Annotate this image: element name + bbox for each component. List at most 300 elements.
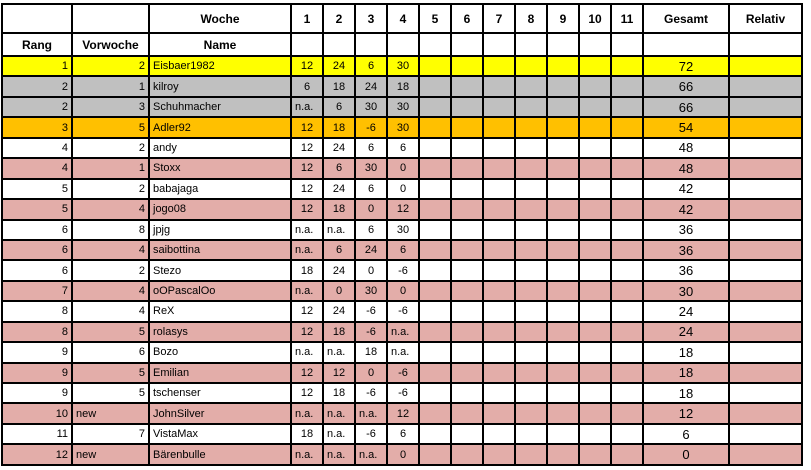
week-2-cell[interactable]: 6	[323, 158, 355, 178]
week-3-cell[interactable]: 0	[355, 199, 387, 219]
week-6-cell[interactable]	[451, 76, 483, 96]
week-2-cell[interactable]: 6	[323, 97, 355, 117]
week-8-cell[interactable]	[515, 424, 547, 444]
week-1-cell[interactable]: 12	[291, 56, 323, 76]
rank-cell[interactable]: 5	[2, 179, 72, 199]
week-11-cell[interactable]	[611, 220, 643, 240]
total-cell[interactable]: 72	[643, 56, 729, 76]
week-4-cell[interactable]: 6	[387, 138, 419, 158]
week-7-cell[interactable]	[483, 240, 515, 260]
previous-week-cell[interactable]: 4	[72, 281, 149, 301]
week-1-cell[interactable]: 12	[291, 117, 323, 137]
week-10-cell[interactable]	[579, 383, 611, 403]
week-1-cell[interactable]: 12	[291, 138, 323, 158]
week-1-cell[interactable]: 12	[291, 383, 323, 403]
week-6-cell[interactable]	[451, 301, 483, 321]
week-11-cell[interactable]	[611, 56, 643, 76]
week-4-cell[interactable]: 12	[387, 199, 419, 219]
relative-cell[interactable]	[729, 403, 802, 423]
week-9-cell[interactable]	[547, 117, 579, 137]
rank-cell[interactable]: 2	[2, 97, 72, 117]
week-10-cell[interactable]	[579, 301, 611, 321]
total-cell[interactable]: 54	[643, 117, 729, 137]
week-4-cell[interactable]: 0	[387, 281, 419, 301]
week-10-cell[interactable]	[579, 97, 611, 117]
name-cell[interactable]: andy	[149, 138, 291, 158]
header-sub-blank[interactable]	[515, 33, 547, 56]
week-3-cell[interactable]: 6	[355, 179, 387, 199]
week-1-cell[interactable]: n.a.	[291, 97, 323, 117]
week-2-cell[interactable]: 24	[323, 260, 355, 280]
relative-cell[interactable]	[729, 383, 802, 403]
week-11-cell[interactable]	[611, 260, 643, 280]
total-cell[interactable]: 18	[643, 342, 729, 362]
week-10-cell[interactable]	[579, 342, 611, 362]
week-5-cell[interactable]	[419, 76, 451, 96]
week-6-cell[interactable]	[451, 138, 483, 158]
week-11-cell[interactable]	[611, 76, 643, 96]
week-2-cell[interactable]: 18	[323, 322, 355, 342]
header-rang[interactable]: Rang	[2, 33, 72, 56]
total-cell[interactable]: 18	[643, 383, 729, 403]
week-9-cell[interactable]	[547, 260, 579, 280]
total-cell[interactable]: 6	[643, 424, 729, 444]
relative-cell[interactable]	[729, 220, 802, 240]
week-8-cell[interactable]	[515, 240, 547, 260]
total-cell[interactable]: 18	[643, 363, 729, 383]
week-2-cell[interactable]: 0	[323, 281, 355, 301]
week-1-cell[interactable]: 6	[291, 76, 323, 96]
week-5-cell[interactable]	[419, 179, 451, 199]
week-9-cell[interactable]	[547, 444, 579, 465]
week-6-cell[interactable]	[451, 179, 483, 199]
week-4-cell[interactable]: 0	[387, 179, 419, 199]
week-10-cell[interactable]	[579, 363, 611, 383]
week-7-cell[interactable]	[483, 403, 515, 423]
relative-cell[interactable]	[729, 179, 802, 199]
week-3-cell[interactable]: 6	[355, 138, 387, 158]
rank-cell[interactable]: 8	[2, 322, 72, 342]
week-1-cell[interactable]: 12	[291, 199, 323, 219]
week-1-cell[interactable]: n.a.	[291, 342, 323, 362]
name-cell[interactable]: VistaMax	[149, 424, 291, 444]
rank-cell[interactable]: 12	[2, 444, 72, 465]
rank-cell[interactable]: 3	[2, 117, 72, 137]
week-11-cell[interactable]	[611, 138, 643, 158]
week-5-cell[interactable]	[419, 444, 451, 465]
week-6-cell[interactable]	[451, 322, 483, 342]
week-7-cell[interactable]	[483, 322, 515, 342]
week-9-cell[interactable]	[547, 363, 579, 383]
week-7-cell[interactable]	[483, 117, 515, 137]
week-10-cell[interactable]	[579, 117, 611, 137]
rank-cell[interactable]: 6	[2, 260, 72, 280]
rank-cell[interactable]: 5	[2, 199, 72, 219]
previous-week-cell[interactable]: 5	[72, 117, 149, 137]
week-3-cell[interactable]: 0	[355, 260, 387, 280]
week-2-cell[interactable]: 18	[323, 199, 355, 219]
relative-cell[interactable]	[729, 342, 802, 362]
week-5-cell[interactable]	[419, 322, 451, 342]
total-cell[interactable]: 66	[643, 97, 729, 117]
header-name[interactable]: Name	[149, 33, 291, 56]
relative-cell[interactable]	[729, 424, 802, 444]
week-4-cell[interactable]: n.a.	[387, 322, 419, 342]
total-cell[interactable]: 66	[643, 76, 729, 96]
week-3-cell[interactable]: 30	[355, 97, 387, 117]
week-5-cell[interactable]	[419, 240, 451, 260]
week-6-cell[interactable]	[451, 363, 483, 383]
week-1-cell[interactable]: 12	[291, 158, 323, 178]
week-6-cell[interactable]	[451, 260, 483, 280]
relative-cell[interactable]	[729, 281, 802, 301]
week-8-cell[interactable]	[515, 220, 547, 240]
week-5-cell[interactable]	[419, 342, 451, 362]
previous-week-cell[interactable]: 1	[72, 76, 149, 96]
week-10-cell[interactable]	[579, 444, 611, 465]
total-cell[interactable]: 36	[643, 240, 729, 260]
week-5-cell[interactable]	[419, 281, 451, 301]
week-8-cell[interactable]	[515, 363, 547, 383]
rank-cell[interactable]: 4	[2, 158, 72, 178]
week-4-cell[interactable]: -6	[387, 363, 419, 383]
previous-week-cell[interactable]: 2	[72, 138, 149, 158]
week-8-cell[interactable]	[515, 158, 547, 178]
week-9-cell[interactable]	[547, 76, 579, 96]
week-4-cell[interactable]: 30	[387, 220, 419, 240]
week-2-cell[interactable]: 24	[323, 301, 355, 321]
week-7-cell[interactable]	[483, 179, 515, 199]
week-3-cell[interactable]: 6	[355, 56, 387, 76]
header-gesamt[interactable]: Gesamt	[643, 4, 729, 33]
week-9-cell[interactable]	[547, 199, 579, 219]
week-7-cell[interactable]	[483, 199, 515, 219]
week-7-cell[interactable]	[483, 220, 515, 240]
previous-week-cell[interactable]: 2	[72, 179, 149, 199]
name-cell[interactable]: ReX	[149, 301, 291, 321]
week-1-cell[interactable]: 12	[291, 363, 323, 383]
week-9-cell[interactable]	[547, 240, 579, 260]
week-10-cell[interactable]	[579, 240, 611, 260]
week-7-cell[interactable]	[483, 363, 515, 383]
week-8-cell[interactable]	[515, 403, 547, 423]
header-sub-blank[interactable]	[387, 33, 419, 56]
week-3-cell[interactable]: -6	[355, 117, 387, 137]
header-sub-blank[interactable]	[729, 33, 802, 56]
rank-cell[interactable]: 10	[2, 403, 72, 423]
week-4-cell[interactable]: 6	[387, 240, 419, 260]
week-11-cell[interactable]	[611, 199, 643, 219]
week-2-cell[interactable]: n.a.	[323, 220, 355, 240]
header-week-6[interactable]: 6	[451, 4, 483, 33]
header-week-10[interactable]: 10	[579, 4, 611, 33]
header-sub-blank[interactable]	[547, 33, 579, 56]
total-cell[interactable]: 12	[643, 403, 729, 423]
week-5-cell[interactable]	[419, 403, 451, 423]
week-11-cell[interactable]	[611, 179, 643, 199]
week-7-cell[interactable]	[483, 342, 515, 362]
week-11-cell[interactable]	[611, 117, 643, 137]
week-3-cell[interactable]: -6	[355, 383, 387, 403]
rank-cell[interactable]: 9	[2, 342, 72, 362]
week-5-cell[interactable]	[419, 220, 451, 240]
week-4-cell[interactable]: 6	[387, 424, 419, 444]
name-cell[interactable]: Schuhmacher	[149, 97, 291, 117]
week-8-cell[interactable]	[515, 117, 547, 137]
week-1-cell[interactable]: n.a.	[291, 281, 323, 301]
header-week-4[interactable]: 4	[387, 4, 419, 33]
previous-week-cell[interactable]: 1	[72, 158, 149, 178]
previous-week-cell[interactable]: new	[72, 403, 149, 423]
week-1-cell[interactable]: n.a.	[291, 220, 323, 240]
week-7-cell[interactable]	[483, 158, 515, 178]
name-cell[interactable]: kilroy	[149, 76, 291, 96]
header-vorwoche[interactable]: Vorwoche	[72, 33, 149, 56]
week-9-cell[interactable]	[547, 301, 579, 321]
week-3-cell[interactable]: 18	[355, 342, 387, 362]
rank-cell[interactable]: 6	[2, 240, 72, 260]
week-5-cell[interactable]	[419, 158, 451, 178]
week-3-cell[interactable]: 24	[355, 240, 387, 260]
week-5-cell[interactable]	[419, 424, 451, 444]
week-10-cell[interactable]	[579, 179, 611, 199]
week-6-cell[interactable]	[451, 424, 483, 444]
week-10-cell[interactable]	[579, 281, 611, 301]
total-cell[interactable]: 0	[643, 444, 729, 465]
week-5-cell[interactable]	[419, 138, 451, 158]
header-sub-blank[interactable]	[419, 33, 451, 56]
header-blank-rang[interactable]	[2, 4, 72, 33]
name-cell[interactable]: Eisbaer1982	[149, 56, 291, 76]
header-week-7[interactable]: 7	[483, 4, 515, 33]
header-week-9[interactable]: 9	[547, 4, 579, 33]
relative-cell[interactable]	[729, 363, 802, 383]
name-cell[interactable]: rolasys	[149, 322, 291, 342]
week-4-cell[interactable]: 30	[387, 97, 419, 117]
total-cell[interactable]: 36	[643, 220, 729, 240]
week-4-cell[interactable]: 0	[387, 444, 419, 465]
rank-cell[interactable]: 7	[2, 281, 72, 301]
week-7-cell[interactable]	[483, 260, 515, 280]
week-9-cell[interactable]	[547, 383, 579, 403]
rank-cell[interactable]: 1	[2, 56, 72, 76]
relative-cell[interactable]	[729, 199, 802, 219]
week-9-cell[interactable]	[547, 179, 579, 199]
relative-cell[interactable]	[729, 56, 802, 76]
week-8-cell[interactable]	[515, 260, 547, 280]
week-6-cell[interactable]	[451, 240, 483, 260]
week-6-cell[interactable]	[451, 199, 483, 219]
week-9-cell[interactable]	[547, 138, 579, 158]
week-10-cell[interactable]	[579, 220, 611, 240]
previous-week-cell[interactable]: 4	[72, 240, 149, 260]
week-11-cell[interactable]	[611, 97, 643, 117]
previous-week-cell[interactable]: 4	[72, 301, 149, 321]
week-10-cell[interactable]	[579, 158, 611, 178]
week-10-cell[interactable]	[579, 138, 611, 158]
week-4-cell[interactable]: 30	[387, 117, 419, 137]
week-5-cell[interactable]	[419, 383, 451, 403]
relative-cell[interactable]	[729, 260, 802, 280]
total-cell[interactable]: 42	[643, 179, 729, 199]
week-5-cell[interactable]	[419, 117, 451, 137]
header-woche[interactable]: Woche	[149, 4, 291, 33]
header-week-1[interactable]: 1	[291, 4, 323, 33]
week-9-cell[interactable]	[547, 342, 579, 362]
week-9-cell[interactable]	[547, 220, 579, 240]
header-week-8[interactable]: 8	[515, 4, 547, 33]
week-2-cell[interactable]: 18	[323, 117, 355, 137]
week-10-cell[interactable]	[579, 260, 611, 280]
week-2-cell[interactable]: n.a.	[323, 403, 355, 423]
relative-cell[interactable]	[729, 301, 802, 321]
rank-cell[interactable]: 11	[2, 424, 72, 444]
relative-cell[interactable]	[729, 158, 802, 178]
relative-cell[interactable]	[729, 444, 802, 465]
week-5-cell[interactable]	[419, 199, 451, 219]
week-6-cell[interactable]	[451, 220, 483, 240]
previous-week-cell[interactable]: new	[72, 444, 149, 465]
relative-cell[interactable]	[729, 240, 802, 260]
week-9-cell[interactable]	[547, 56, 579, 76]
name-cell[interactable]: JohnSilver	[149, 403, 291, 423]
week-7-cell[interactable]	[483, 76, 515, 96]
week-3-cell[interactable]: -6	[355, 424, 387, 444]
week-10-cell[interactable]	[579, 403, 611, 423]
total-cell[interactable]: 48	[643, 158, 729, 178]
week-6-cell[interactable]	[451, 158, 483, 178]
rank-cell[interactable]: 9	[2, 383, 72, 403]
relative-cell[interactable]	[729, 138, 802, 158]
week-3-cell[interactable]: 24	[355, 76, 387, 96]
week-8-cell[interactable]	[515, 281, 547, 301]
week-6-cell[interactable]	[451, 342, 483, 362]
week-10-cell[interactable]	[579, 76, 611, 96]
week-2-cell[interactable]: n.a.	[323, 342, 355, 362]
header-sub-blank[interactable]	[451, 33, 483, 56]
week-9-cell[interactable]	[547, 424, 579, 444]
rank-cell[interactable]: 6	[2, 220, 72, 240]
week-3-cell[interactable]: -6	[355, 322, 387, 342]
name-cell[interactable]: Emilian	[149, 363, 291, 383]
previous-week-cell[interactable]: 4	[72, 199, 149, 219]
week-6-cell[interactable]	[451, 403, 483, 423]
week-3-cell[interactable]: 30	[355, 158, 387, 178]
previous-week-cell[interactable]: 8	[72, 220, 149, 240]
rank-cell[interactable]: 8	[2, 301, 72, 321]
name-cell[interactable]: tschenser	[149, 383, 291, 403]
week-8-cell[interactable]	[515, 322, 547, 342]
week-10-cell[interactable]	[579, 199, 611, 219]
week-11-cell[interactable]	[611, 342, 643, 362]
week-8-cell[interactable]	[515, 56, 547, 76]
previous-week-cell[interactable]: 5	[72, 383, 149, 403]
name-cell[interactable]: oOPascalOo	[149, 281, 291, 301]
total-cell[interactable]: 24	[643, 322, 729, 342]
week-7-cell[interactable]	[483, 97, 515, 117]
week-4-cell[interactable]: 0	[387, 158, 419, 178]
week-8-cell[interactable]	[515, 138, 547, 158]
week-2-cell[interactable]: 24	[323, 138, 355, 158]
week-11-cell[interactable]	[611, 444, 643, 465]
name-cell[interactable]: Stoxx	[149, 158, 291, 178]
week-9-cell[interactable]	[547, 158, 579, 178]
header-sub-blank[interactable]	[483, 33, 515, 56]
week-2-cell[interactable]: 6	[323, 240, 355, 260]
week-10-cell[interactable]	[579, 322, 611, 342]
week-9-cell[interactable]	[547, 322, 579, 342]
previous-week-cell[interactable]: 3	[72, 97, 149, 117]
week-2-cell[interactable]: 18	[323, 76, 355, 96]
week-3-cell[interactable]: 0	[355, 363, 387, 383]
header-week-5[interactable]: 5	[419, 4, 451, 33]
week-4-cell[interactable]: 30	[387, 56, 419, 76]
week-1-cell[interactable]: 18	[291, 260, 323, 280]
week-2-cell[interactable]: 18	[323, 383, 355, 403]
week-7-cell[interactable]	[483, 444, 515, 465]
week-3-cell[interactable]: 6	[355, 220, 387, 240]
name-cell[interactable]: Adler92	[149, 117, 291, 137]
relative-cell[interactable]	[729, 117, 802, 137]
week-9-cell[interactable]	[547, 97, 579, 117]
week-10-cell[interactable]	[579, 56, 611, 76]
week-8-cell[interactable]	[515, 179, 547, 199]
week-4-cell[interactable]: 18	[387, 76, 419, 96]
week-8-cell[interactable]	[515, 342, 547, 362]
previous-week-cell[interactable]: 2	[72, 56, 149, 76]
header-week-2[interactable]: 2	[323, 4, 355, 33]
previous-week-cell[interactable]: 6	[72, 342, 149, 362]
week-1-cell[interactable]: n.a.	[291, 444, 323, 465]
relative-cell[interactable]	[729, 76, 802, 96]
week-8-cell[interactable]	[515, 76, 547, 96]
week-8-cell[interactable]	[515, 301, 547, 321]
week-6-cell[interactable]	[451, 117, 483, 137]
week-8-cell[interactable]	[515, 97, 547, 117]
week-1-cell[interactable]: 12	[291, 322, 323, 342]
total-cell[interactable]: 48	[643, 138, 729, 158]
header-sub-blank[interactable]	[611, 33, 643, 56]
total-cell[interactable]: 42	[643, 199, 729, 219]
week-6-cell[interactable]	[451, 56, 483, 76]
header-relativ[interactable]: Relativ	[729, 4, 802, 33]
name-cell[interactable]: jpjg	[149, 220, 291, 240]
week-7-cell[interactable]	[483, 56, 515, 76]
name-cell[interactable]: babajaga	[149, 179, 291, 199]
week-10-cell[interactable]	[579, 424, 611, 444]
name-cell[interactable]: saibottina	[149, 240, 291, 260]
header-week-11[interactable]: 11	[611, 4, 643, 33]
week-7-cell[interactable]	[483, 424, 515, 444]
previous-week-cell[interactable]: 5	[72, 363, 149, 383]
week-6-cell[interactable]	[451, 383, 483, 403]
week-8-cell[interactable]	[515, 444, 547, 465]
header-sub-blank[interactable]	[323, 33, 355, 56]
week-4-cell[interactable]: 12	[387, 403, 419, 423]
week-7-cell[interactable]	[483, 138, 515, 158]
week-6-cell[interactable]	[451, 281, 483, 301]
relative-cell[interactable]	[729, 97, 802, 117]
week-2-cell[interactable]: n.a.	[323, 444, 355, 465]
week-1-cell[interactable]: n.a.	[291, 240, 323, 260]
week-7-cell[interactable]	[483, 281, 515, 301]
week-11-cell[interactable]	[611, 281, 643, 301]
header-sub-blank[interactable]	[291, 33, 323, 56]
name-cell[interactable]: Bärenbulle	[149, 444, 291, 465]
week-2-cell[interactable]: n.a.	[323, 424, 355, 444]
previous-week-cell[interactable]: 2	[72, 260, 149, 280]
relative-cell[interactable]	[729, 322, 802, 342]
